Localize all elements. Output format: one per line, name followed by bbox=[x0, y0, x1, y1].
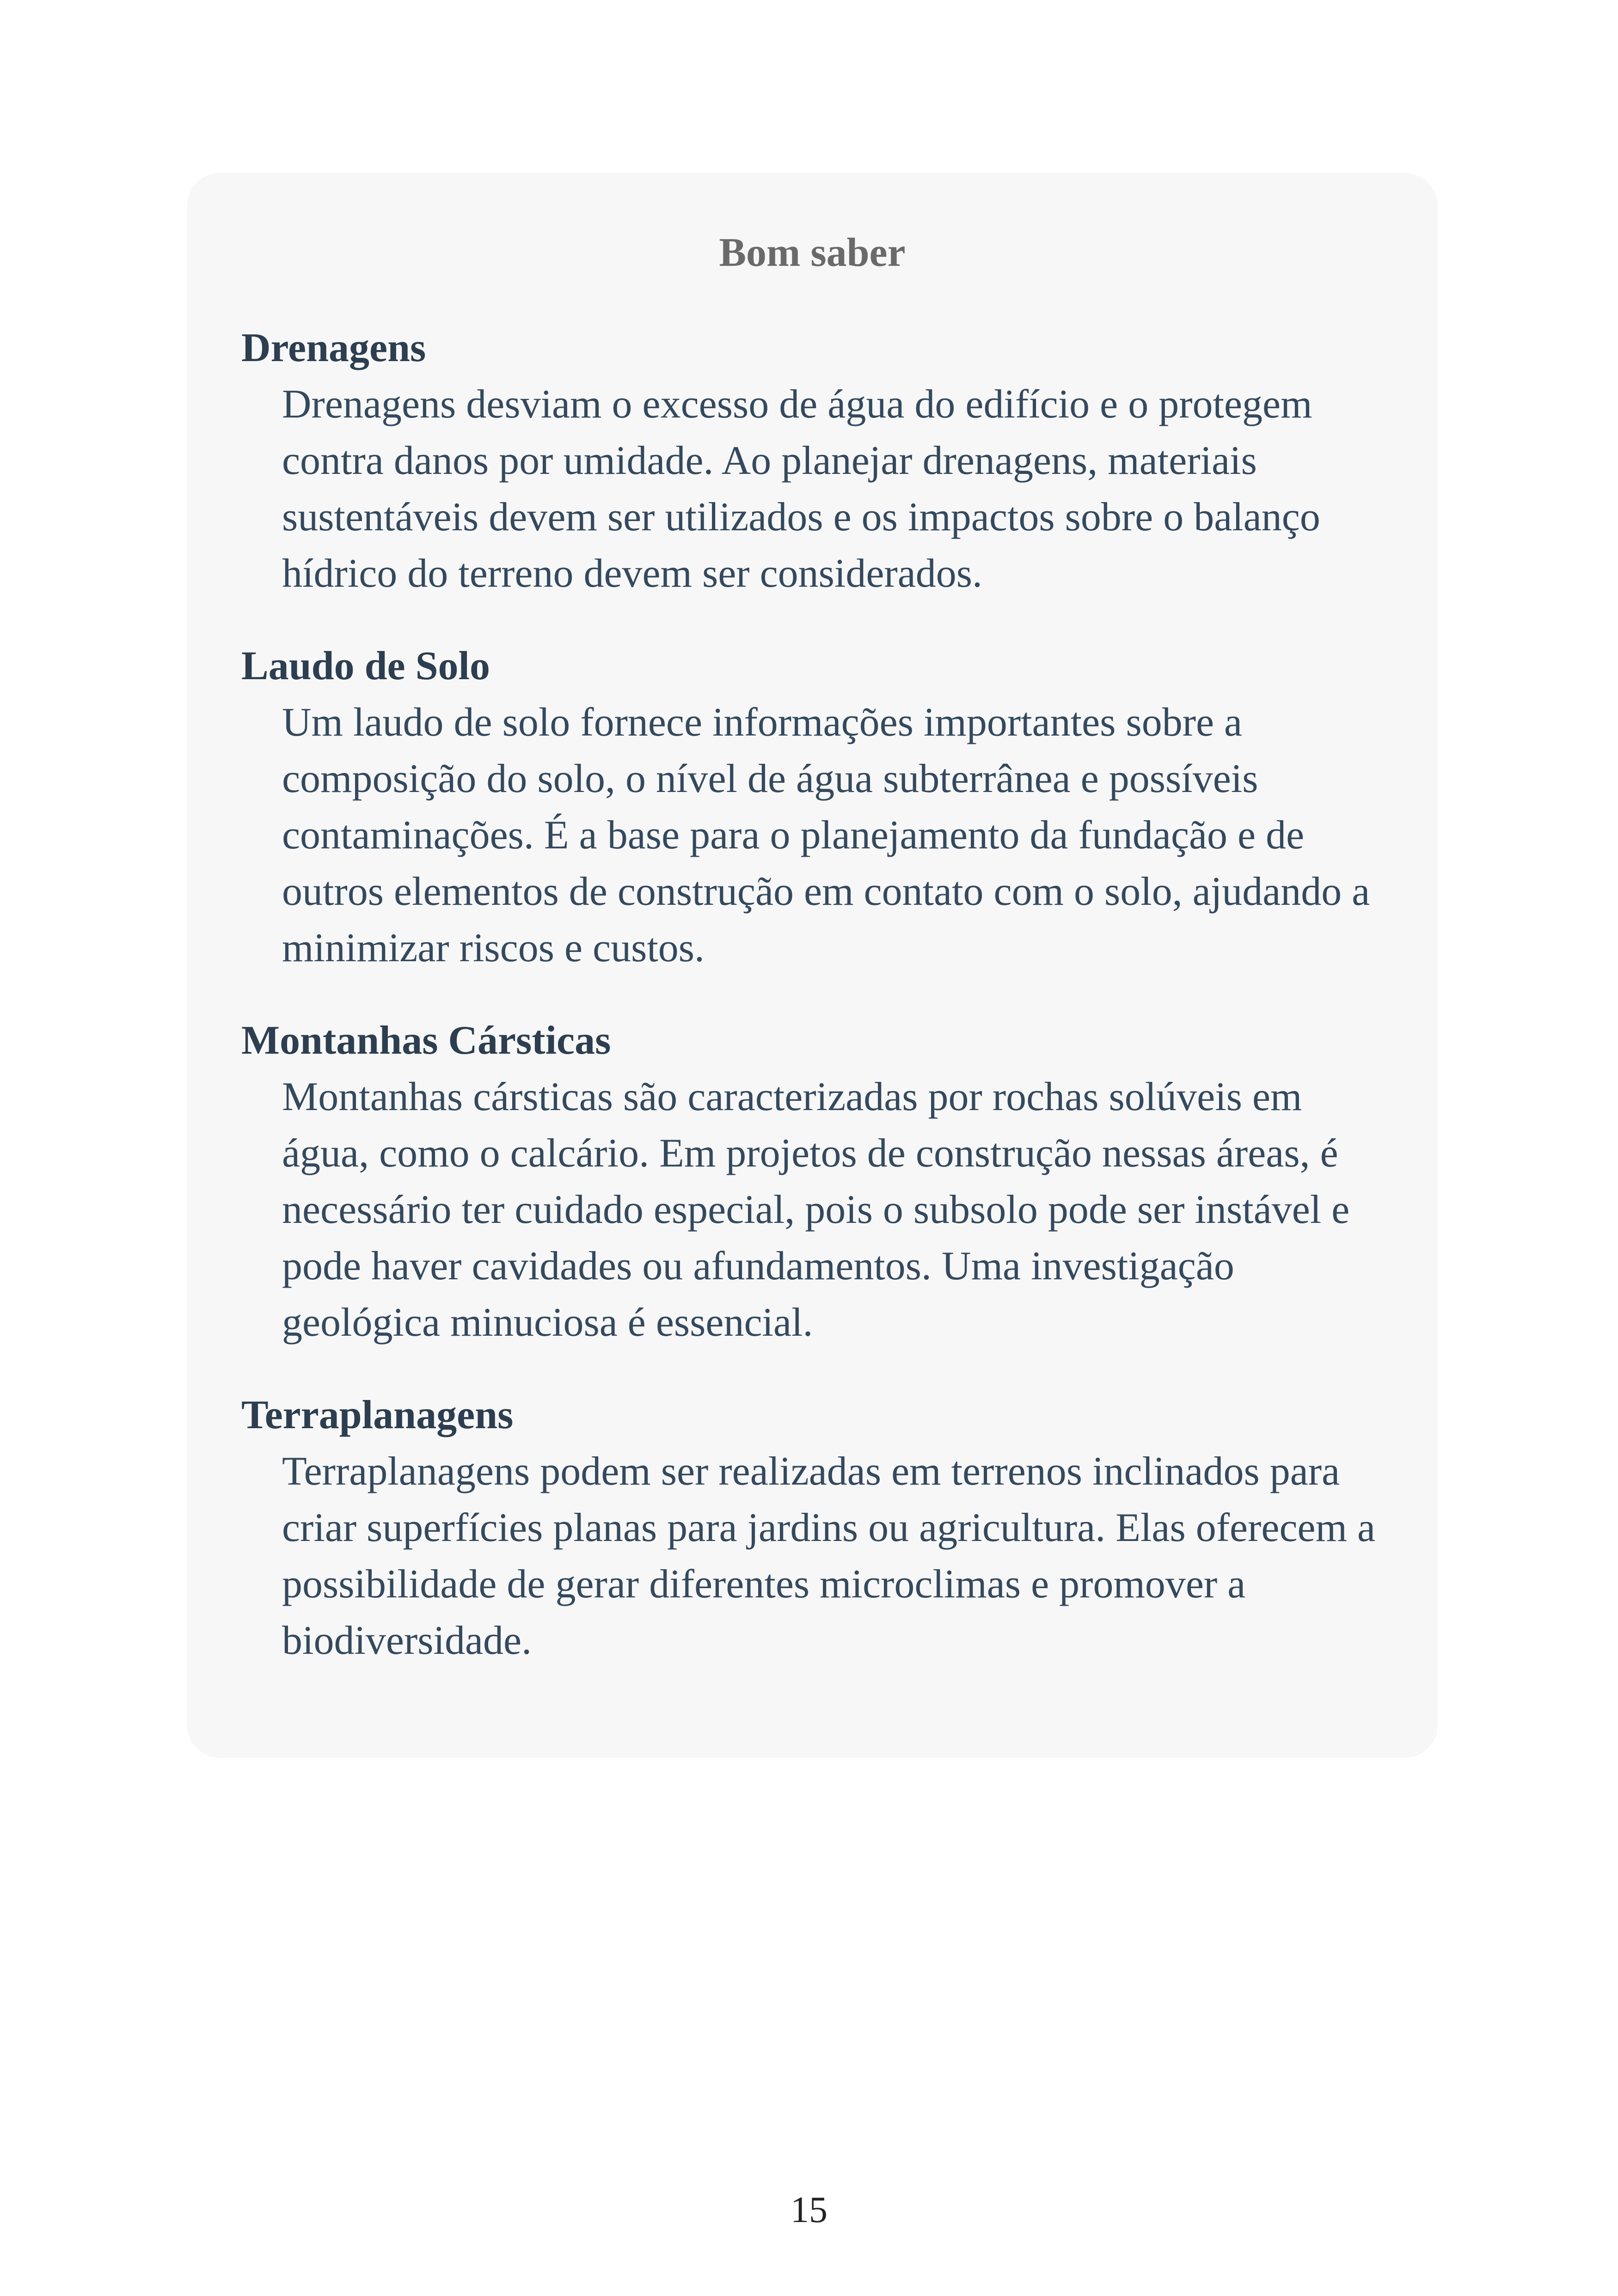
glossary-entry bbox=[241, 320, 1425, 602]
page-number: 15 bbox=[791, 2190, 827, 2230]
glossary-definition: Terraplanagens podem ser realizadas em terrenos inclinados para criar superfícies planas para jardins ou agricultura. Elas oferecem a possibilidade de gerar diferentes microclimas e promover a biodiversidade. bbox=[282, 1449, 1376, 1663]
glossary-term: Terraplanagens bbox=[241, 1393, 514, 1437]
box-title: Bom saber bbox=[719, 230, 906, 275]
glossary-definition: Um laudo de solo fornece informações importantes sobre a composição do solo, o nível de água subterrânea e possíveis contaminações. É a base para o planejamento da fundação e de outros elementos de construção em contato com o solo, ajudando a minimizar riscos e custos. bbox=[282, 700, 1370, 970]
glossary-entry bbox=[241, 1013, 1425, 1351]
glossary-definition: Drenagens desviam o excesso de água do edifício e o protegem contra danos por umidade. Ao planejar drenagens, materiais sustentáveis devem ser utilizados e os impactos sobre o balanço hídrico do terreno devem ser considerados. bbox=[282, 382, 1320, 596]
glossary-term: Montanhas Cársticas bbox=[241, 1018, 611, 1063]
glossary-list bbox=[241, 320, 1425, 1705]
info-box bbox=[187, 173, 1438, 1758]
glossary-definition: Montanhas cársticas são caracterizadas por rochas solúveis em água, como o calcário. Em projetos de construção nessas áreas, é necessário ter cuidado especial, pois o subsolo pode ser instável e pode haver cavidades ou afundamentos. Uma investigação geológica minuciosa é essencial. bbox=[282, 1074, 1350, 1345]
glossary-term: Laudo de Solo bbox=[241, 644, 490, 688]
glossary-entry bbox=[241, 638, 1425, 976]
glossary-entry bbox=[241, 1387, 1425, 1669]
glossary-term: Drenagens bbox=[241, 325, 426, 370]
